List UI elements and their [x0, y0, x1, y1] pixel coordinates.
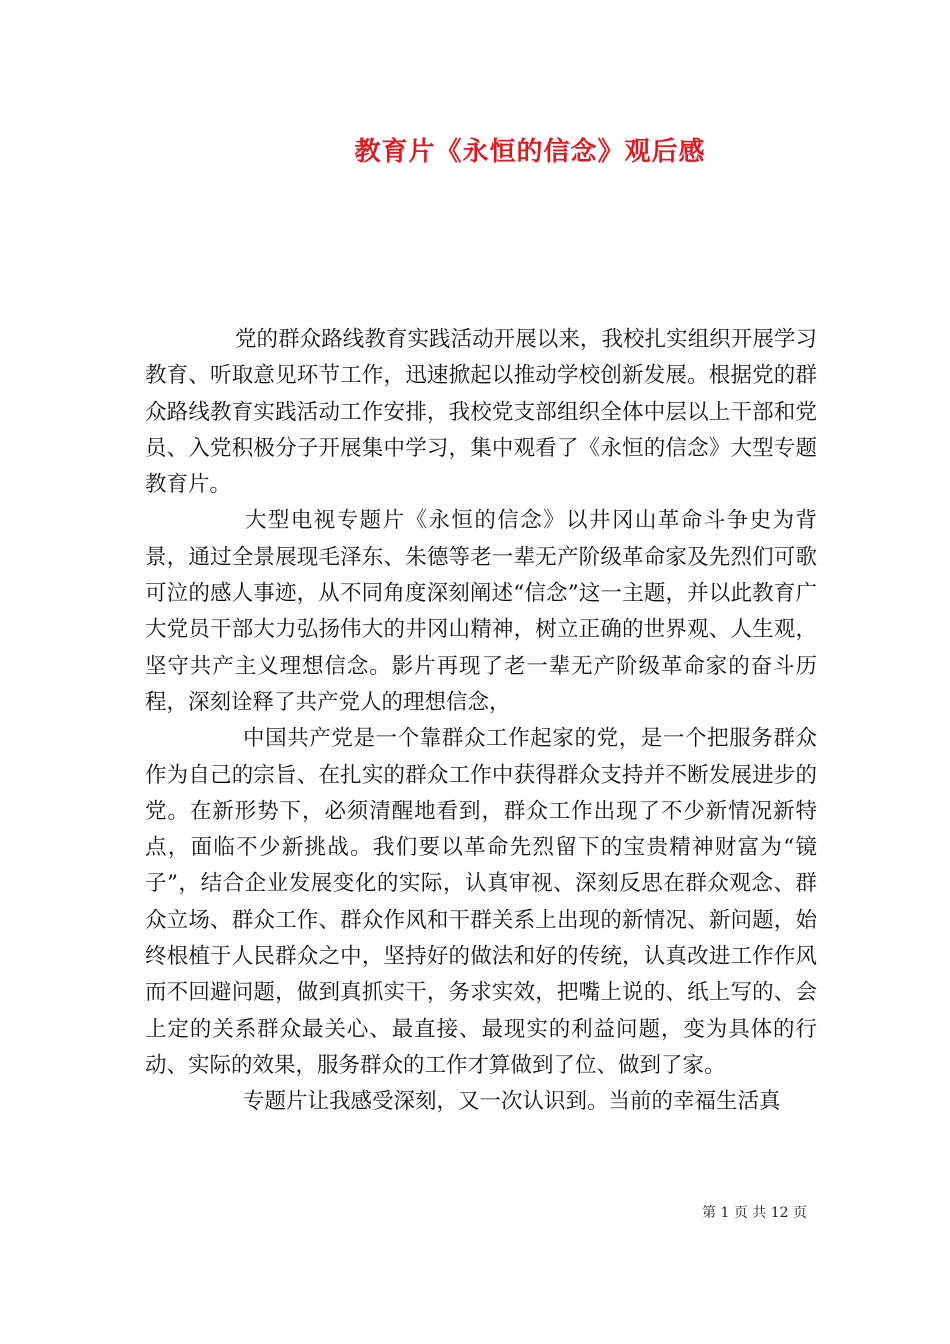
- document-body: [145, 322, 817, 1121]
- paragraph-1: 党的群众路线教育实践活动开展以来，我校扎实组织开展学习教育、听取意见环节工作，迅速掀起以推动学校创新发展。根据党的群众路线教育实践活动工作安排，我校党支部组织全体中层以上干部和党员、入党积极分子开展集中学习，集中观看了《永恒的信念》大型专题教育片。: [145, 327, 817, 498]
- paragraph-3: 中国共产党是一个靠群众工作起家的党，是一个把服务群众作为自己的宗旨、在扎实的群众工作中获得群众支持并不断发展进步的党。在新形势下，必须清醒地看到，群众工作出现了不少新情况新特点，面临不少新挑战。我们要以革命先烈留下的宝贵精神财富为“镜子”，结合企业发展变化的实际，认真审视、深刻反思在群众观念、群众立场、群众工作、群众作风和干群关系上出现的新情况、新问题，始终根植于人民群众之中，坚持好的做法和好的传统，认真改进工作作风而不回避问题，做到真抓实干，务求实效，把嘴上说的、纸上写的、会上定的关系群众最关心、最直接、最现实的利益问题，变为具体的行动、实际的效果，服务群众的工作才算做到了位、做到了家。: [145, 726, 817, 1078]
- document-title: 教育片《永恒的信念》观后感: [354, 137, 706, 167]
- paragraph-2: 大型电视专题片《永恒的信念》以井冈山革命斗争史为背景，通过全景展现毛泽东、朱德等老一辈无产阶级革命家及先烈们可歌可泣的感人事迹，从不同角度深刻阐述“信念”这一主题，并以此教育广大党员干部大力弘扬伟大的井冈山精神，树立正确的世界观、人生观，坚守共产主义理想信念。影片再现了老一辈无产阶级革命家的奋斗历程，深刻诠释了共产党人的理想信念，: [145, 508, 817, 715]
- paragraph-4: 专题片让我感受深刻，又一次认识到。当前的幸福生活真: [243, 1089, 781, 1115]
- page-number-footer: 第 1 页 共 12 页: [702, 1205, 807, 1221]
